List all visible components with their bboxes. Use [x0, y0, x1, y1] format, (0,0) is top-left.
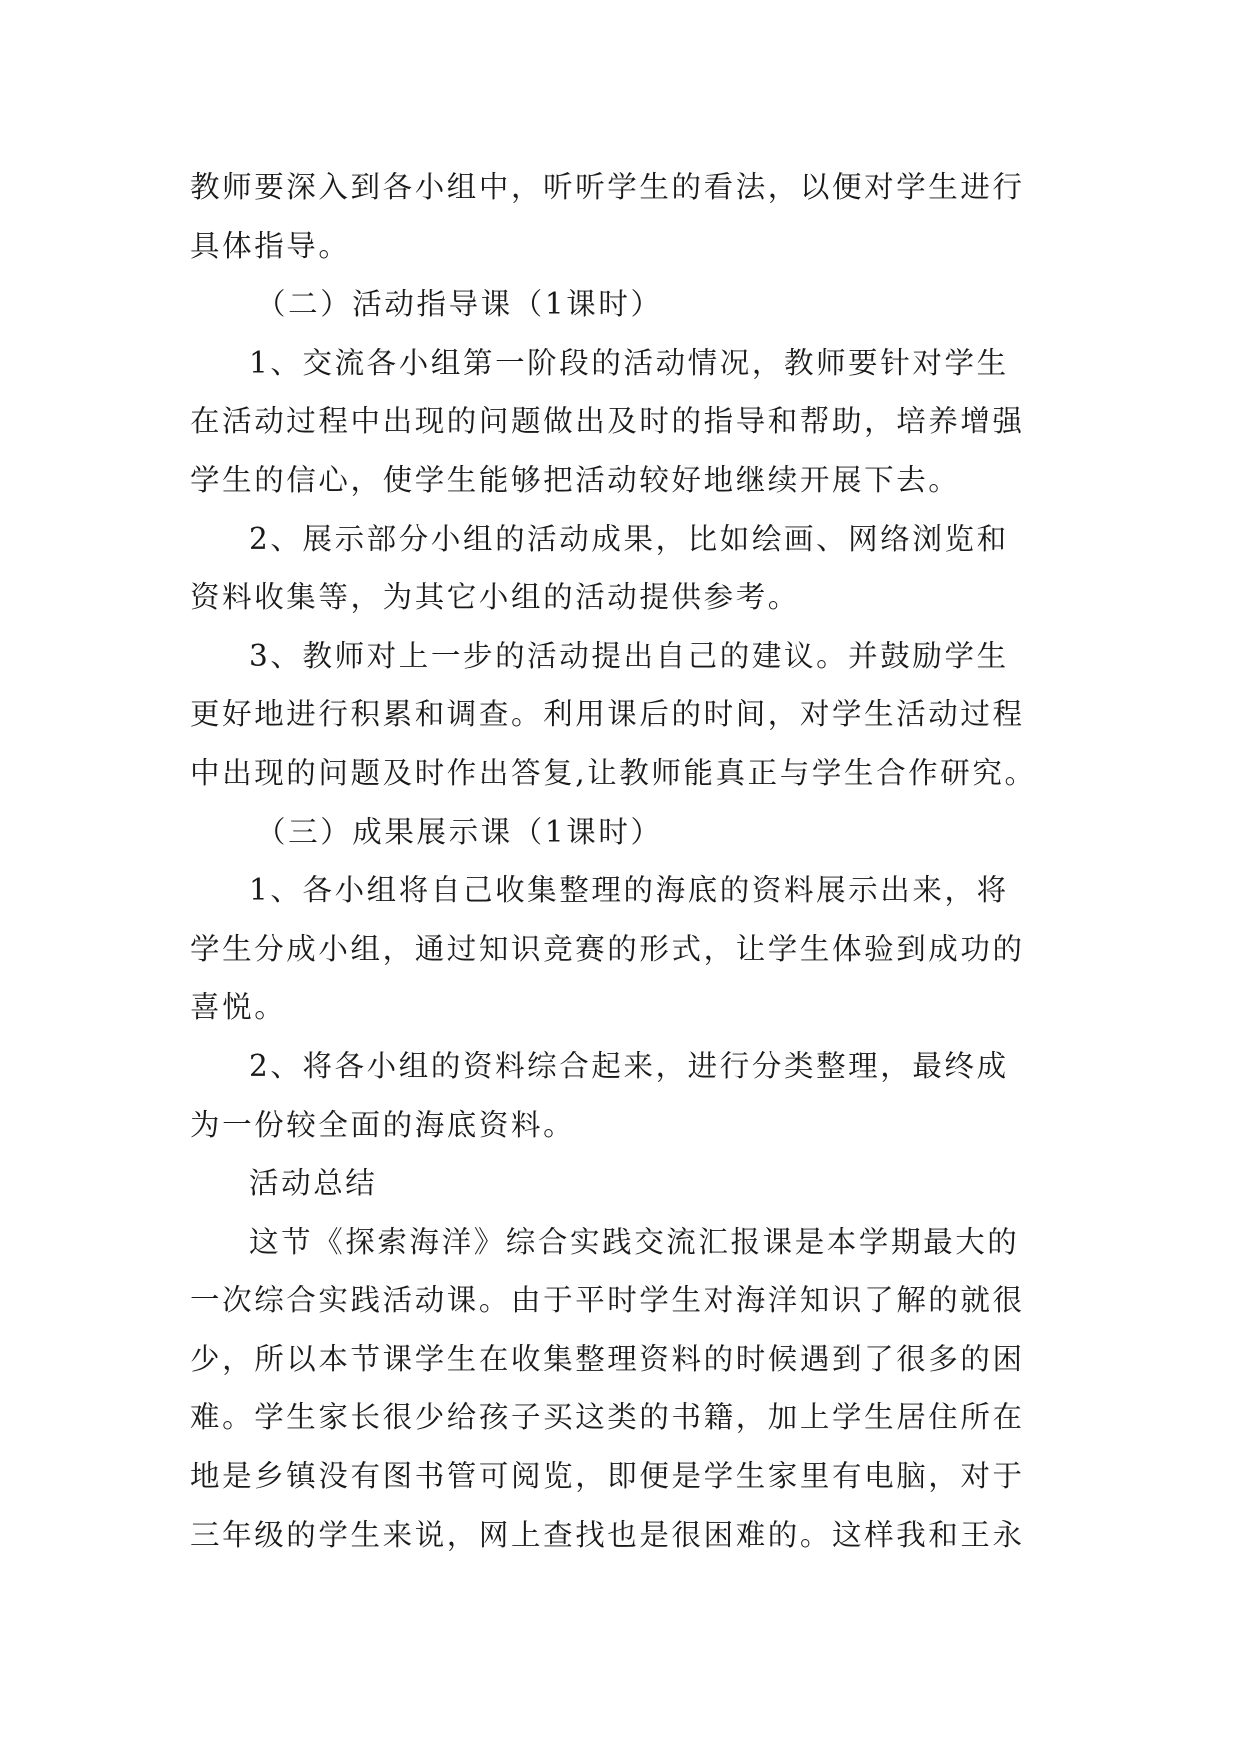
text-line: 学生的信心，使学生能够把活动较好地继续开展下去。 — [190, 462, 961, 497]
text-line: 难。学生家长很少给孩子买这类的书籍，加上学生居住所在 — [190, 1400, 1025, 1435]
text-line: 少，所以本节课学生在收集整理资料的时候遇到了很多的困 — [190, 1341, 1025, 1376]
text-line: 2、展示部分小组的活动成果，比如绘画、网络浏览和 — [249, 521, 1009, 556]
text-line: 三年级的学生来说，网上查找也是很困难的。这样我和王永 — [190, 1517, 1025, 1552]
text-line: 资料收集等，为其它小组的活动提供参考。 — [190, 580, 800, 615]
text-line: 学生分成小组，通过知识竞赛的形式，让学生体验到成功的 — [190, 931, 1025, 966]
text-line: 这节《探索海洋》综合实践交流汇报课是本学期最大的 — [249, 1224, 1020, 1259]
text-line: 为一份较全面的海底资料。 — [190, 1107, 576, 1142]
text-line: 在活动过程中出现的问题做出及时的指导和帮助，培养增强 — [190, 404, 1025, 439]
text-line: 3、教师对上一步的活动提出自己的建议。并鼓励学生 — [249, 638, 1009, 673]
text-line: 一次综合实践活动课。由于平时学生对海洋知识了解的就很 — [190, 1283, 1025, 1318]
text-line: 1、交流各小组第一阶段的活动情况，教师要针对学生 — [249, 345, 1009, 380]
text-line: 具体指导。 — [190, 228, 351, 263]
text-line: 更好地进行积累和调查。利用课后的时间，对学生活动过程 — [190, 697, 1025, 732]
section-heading: （二）活动指导课（1课时） — [256, 287, 663, 322]
text-line: 地是乡镇没有图书管可阅览，即便是学生家里有电脑，对于 — [190, 1459, 1025, 1494]
section-heading: 活动总结 — [249, 1166, 378, 1201]
text-line: 中出现的问题及时作出答复,让教师能真正与学生合作研究。 — [190, 755, 1037, 790]
text-line: 1、各小组将自己收集整理的海底的资料展示出来，将 — [249, 873, 1009, 908]
document-body — [190, 158, 1058, 1564]
section-heading: （三）成果展示课（1课时） — [256, 814, 663, 849]
text-line: 2、将各小组的资料综合起来，进行分类整理，最终成 — [249, 1048, 1009, 1083]
text-line: 教师要深入到各小组中，听听学生的看法，以便对学生进行 — [190, 170, 1025, 204]
text-line: 喜悦。 — [190, 990, 287, 1025]
